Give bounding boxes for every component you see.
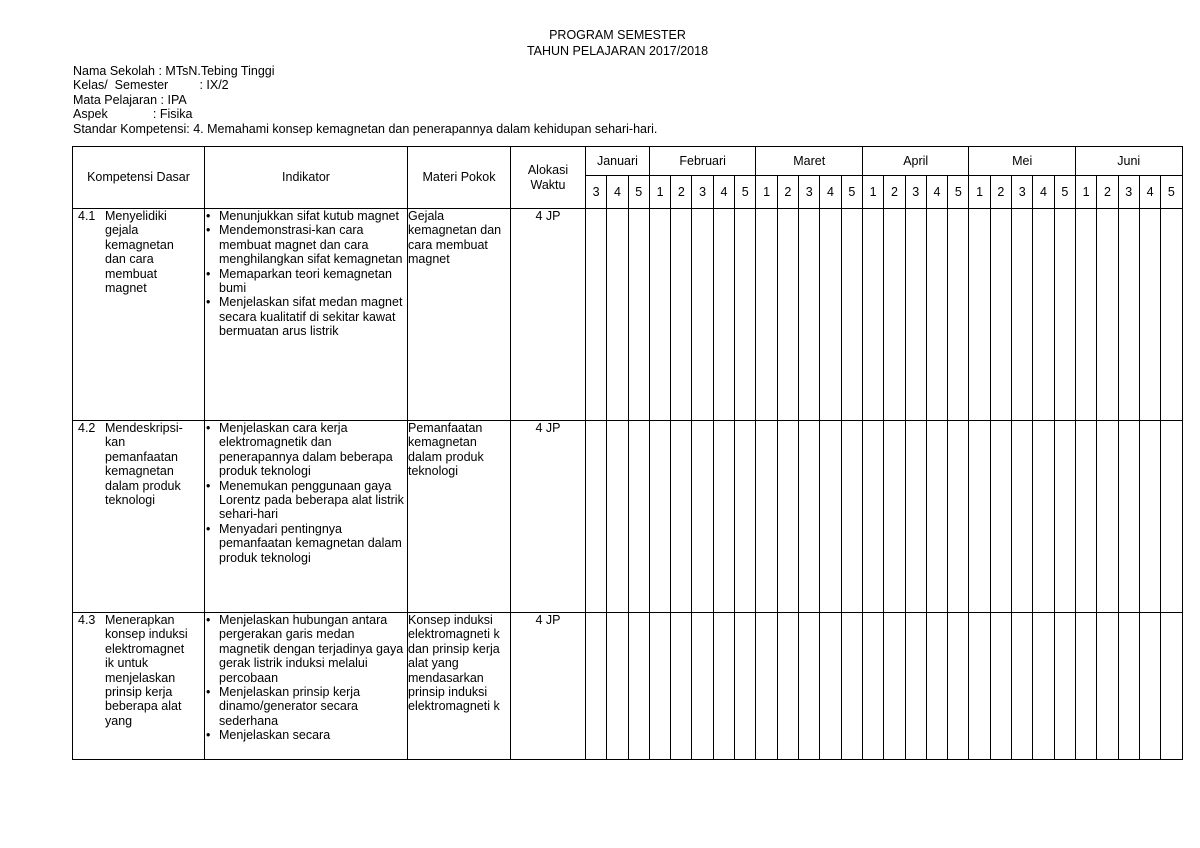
document-subtitle: TAHUN PELAJARAN 2017/2018: [526, 44, 709, 58]
week-number: 3: [1118, 176, 1139, 209]
week-cell: [713, 613, 734, 760]
week-cell: [841, 421, 862, 613]
week-number: 3: [905, 176, 926, 209]
week-cell: [1033, 613, 1054, 760]
week-cell: [1012, 421, 1033, 613]
kd-text: Mendeskripsi-kan pemanfaatan kemagnetan dalam produk teknologi: [105, 421, 183, 508]
indikator-item: • Menjelaskan cara kerja elektromagnetik dan penerapannya dalam beberapa produk teknologi: [205, 421, 407, 479]
meta-label: Nama Sekolah: [73, 64, 155, 78]
header-materi-pokok: Materi Pokok: [408, 147, 511, 209]
week-cell: [905, 613, 926, 760]
week-cell: [607, 421, 628, 613]
meta-row-subject: [73, 93, 657, 107]
week-cell: [905, 209, 926, 421]
month-header: Maret: [756, 147, 863, 176]
week-cell: [692, 613, 713, 760]
meta-label: Standar Kompetensi: [73, 121, 187, 136]
week-cell: [820, 209, 841, 421]
week-cell: [1076, 209, 1097, 421]
meta-label: Kelas/ Semester: [73, 78, 169, 93]
week-number: 2: [777, 176, 798, 209]
week-cell: [841, 613, 862, 760]
table-row: [73, 421, 1183, 613]
week-cell: [607, 209, 628, 421]
week-cell: [990, 613, 1011, 760]
indikator-list: [205, 421, 407, 565]
week-number: 4: [926, 176, 947, 209]
week-cell: [649, 421, 670, 613]
week-number: 3: [586, 176, 607, 209]
table-row: [73, 209, 1183, 421]
indikator-item: • Menyadari pentingnya pemanfaatan kemagnetan dalam produk teknologi: [205, 522, 407, 565]
indikator-item: • Menjelaskan sifat medan magnet secara kualitatif di sekitar kawat bermuatan arus listrik: [205, 295, 407, 338]
document-title: PROGRAM SEMESTER: [549, 28, 686, 42]
week-cell: [1033, 209, 1054, 421]
week-number: 4: [1033, 176, 1054, 209]
cell-materi-pokok: Pemanfaatan kemagnetan dalam produk teknologi: [408, 421, 511, 613]
meta-label: Mata Pelajaran: [73, 92, 158, 107]
week-cell: [586, 209, 607, 421]
meta-block: [73, 64, 657, 136]
week-cell: [692, 421, 713, 613]
indikator-item: • Memaparkan teori kemagnetan bumi: [205, 267, 407, 296]
indikator-list: [205, 613, 407, 743]
week-cell: [756, 421, 777, 613]
week-number: 1: [862, 176, 883, 209]
week-cell: [1118, 209, 1139, 421]
week-cell: [649, 209, 670, 421]
week-cell: [948, 209, 969, 421]
week-cell: [671, 209, 692, 421]
indikator-item: • Menunjukkan sifat kutub magnet: [205, 209, 407, 223]
week-cell: [884, 209, 905, 421]
week-cell: [1054, 613, 1075, 760]
indikator-item: • Mendemonstrasi-kan cara membuat magnet dan cara menghilangkan sifat kemagnetan: [205, 223, 407, 266]
week-cell: [692, 209, 713, 421]
week-number: 5: [1054, 176, 1075, 209]
week-cell: [1012, 209, 1033, 421]
kd-text: Menerapkan konsep induksi elektromagnet ik untuk menjelaskan prinsip kerja beberapa alat yang: [105, 613, 188, 728]
cell-kompetensi-dasar: [73, 421, 205, 613]
week-cell: [1118, 421, 1139, 613]
cell-indikator: [205, 613, 408, 760]
meta-value: : MTsN.Tebing Tinggi: [155, 64, 275, 78]
meta-row-aspect: [73, 107, 657, 121]
kd-number: 4.2: [78, 421, 96, 435]
week-cell: [1139, 421, 1160, 613]
week-cell: [713, 421, 734, 613]
week-cell: [1118, 613, 1139, 760]
week-cell: [1033, 421, 1054, 613]
meta-row-class: [73, 78, 657, 92]
week-cell: [607, 613, 628, 760]
week-cell: [1012, 613, 1033, 760]
week-number: 4: [713, 176, 734, 209]
week-cell: [1097, 421, 1118, 613]
cell-materi-pokok: Gejala kemagnetan dan cara membuat magnet: [408, 209, 511, 421]
indikator-list: [205, 209, 407, 339]
week-cell: [628, 421, 649, 613]
header-alokasi-waktu: Alokasi Waktu: [511, 147, 586, 209]
week-cell: [628, 209, 649, 421]
week-number: 5: [735, 176, 756, 209]
week-cell: [820, 421, 841, 613]
table-row: [73, 613, 1183, 760]
week-cell: [1054, 209, 1075, 421]
kd-number: 4.3: [78, 613, 96, 627]
kd-text: Menyelidiki gejala kemagnetan dan cara membuat magnet: [105, 209, 174, 296]
week-cell: [735, 613, 756, 760]
kd-number: 4.1: [78, 209, 96, 223]
week-cell: [1139, 613, 1160, 760]
cell-indikator: [205, 421, 408, 613]
week-number: 3: [692, 176, 713, 209]
month-header: Juni: [1076, 147, 1183, 176]
indikator-item: • Menjelaskan secara: [205, 728, 407, 742]
week-cell: [841, 209, 862, 421]
week-cell: [969, 421, 990, 613]
month-header: Februari: [649, 147, 756, 176]
week-cell: [1139, 209, 1160, 421]
week-number: 1: [1076, 176, 1097, 209]
meta-value: : 4. Memahami konsep kemagnetan dan penerapannya dalam kehidupan sehari-hari.: [186, 121, 658, 136]
cell-kompetensi-dasar: [73, 209, 205, 421]
week-cell: [713, 209, 734, 421]
week-cell: [735, 209, 756, 421]
week-cell: [586, 613, 607, 760]
week-number: 1: [756, 176, 777, 209]
week-cell: [969, 209, 990, 421]
week-number: 5: [948, 176, 969, 209]
week-cell: [777, 421, 798, 613]
cell-materi-pokok: Konsep induksi elektromagneti k dan prinsip kerja alat yang mendasarkan prinsip induksi elektromagneti k: [408, 613, 511, 760]
week-number: 4: [1139, 176, 1160, 209]
week-cell: [1097, 209, 1118, 421]
week-cell: [1161, 209, 1182, 421]
meta-row-school: [73, 64, 657, 78]
week-cell: [862, 209, 883, 421]
indikator-item: • Menemukan penggunaan gaya Lorentz pada beberapa alat listrik sehari-hari: [205, 479, 407, 522]
week-cell: [756, 209, 777, 421]
cell-kompetensi-dasar: [73, 613, 205, 760]
week-cell: [1076, 613, 1097, 760]
week-cell: [1076, 421, 1097, 613]
week-cell: [990, 421, 1011, 613]
meta-value: : Fisika: [107, 107, 193, 122]
week-cell: [799, 613, 820, 760]
week-cell: [884, 421, 905, 613]
cell-alokasi-waktu: 4 JP: [511, 421, 586, 613]
week-cell: [862, 613, 883, 760]
week-cell: [671, 613, 692, 760]
meta-value: : IPA: [157, 92, 187, 107]
week-cell: [862, 421, 883, 613]
week-cell: [905, 421, 926, 613]
week-cell: [926, 209, 947, 421]
week-number: 1: [649, 176, 670, 209]
cell-alokasi-waktu: 4 JP: [511, 613, 586, 760]
program-table: [72, 146, 1183, 760]
week-number: 1: [969, 176, 990, 209]
week-number: 5: [1161, 176, 1182, 209]
week-number: 5: [841, 176, 862, 209]
week-cell: [586, 421, 607, 613]
week-number: 2: [671, 176, 692, 209]
week-cell: [1054, 421, 1075, 613]
week-cell: [926, 613, 947, 760]
week-cell: [990, 209, 1011, 421]
week-cell: [671, 421, 692, 613]
week-cell: [799, 209, 820, 421]
week-cell: [799, 421, 820, 613]
week-number: 2: [1097, 176, 1118, 209]
indikator-item: • Menjelaskan hubungan antara pergerakan garis medan magnetik dengan terjadinya gaya gerak listrik induksi melalui percobaan: [205, 613, 407, 685]
indikator-item: • Menjelaskan prinsip kerja dinamo/generator secara sederhana: [205, 685, 407, 728]
week-cell: [969, 613, 990, 760]
week-cell: [1161, 613, 1182, 760]
week-cell: [948, 421, 969, 613]
week-cell: [735, 421, 756, 613]
week-cell: [1161, 421, 1182, 613]
cell-indikator: [205, 209, 408, 421]
cell-alokasi-waktu: 4 JP: [511, 209, 586, 421]
week-number: 3: [799, 176, 820, 209]
week-cell: [820, 613, 841, 760]
header-indikator: Indikator: [205, 147, 408, 209]
week-number: 5: [628, 176, 649, 209]
month-header: April: [862, 147, 968, 176]
week-cell: [628, 613, 649, 760]
meta-row-standard: [73, 122, 657, 136]
header-kompetensi-dasar: Kompetensi Dasar: [73, 147, 205, 209]
week-number: 4: [820, 176, 841, 209]
week-cell: [1097, 613, 1118, 760]
week-cell: [777, 613, 798, 760]
week-number: 4: [607, 176, 628, 209]
week-number: 2: [884, 176, 905, 209]
meta-label: Aspek: [73, 107, 108, 122]
week-cell: [756, 613, 777, 760]
month-header: Mei: [969, 147, 1076, 176]
week-cell: [948, 613, 969, 760]
week-number: 2: [990, 176, 1011, 209]
week-cell: [884, 613, 905, 760]
meta-value: : IX/2: [168, 78, 229, 93]
month-header: Januari: [586, 147, 650, 176]
week-cell: [926, 421, 947, 613]
week-number: 3: [1012, 176, 1033, 209]
week-cell: [649, 613, 670, 760]
week-cell: [777, 209, 798, 421]
